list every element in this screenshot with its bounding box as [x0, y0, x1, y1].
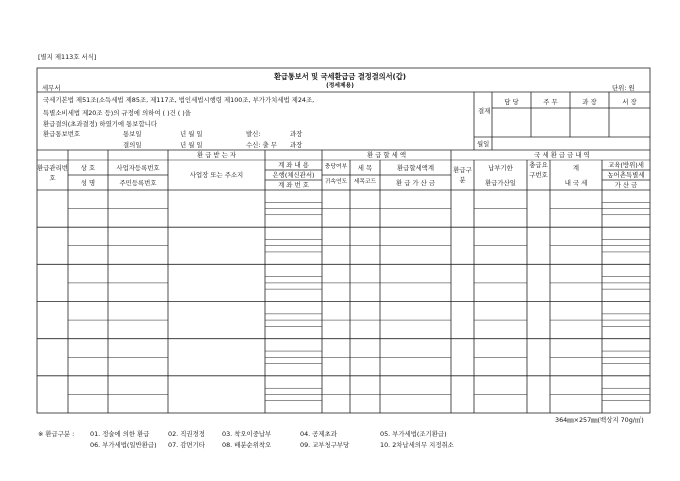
- paper-size: 364㎜×257㎜(백상지 70g/㎡): [555, 416, 644, 424]
- notice-date-label: 통보일: [123, 130, 142, 138]
- col-resident-no: 주민등록번호: [119, 179, 157, 187]
- approval-col: 서 장: [622, 98, 637, 106]
- section-refund-detail: 국 세 환 급 금 내 역: [534, 151, 590, 159]
- col-name: 성 명: [80, 179, 96, 187]
- intro-line: 특별소비세법 제20조 등)의 규정에 의하여 ( )건 ( )을: [43, 109, 191, 117]
- form-title: 환급통보서 및 국세환급금 결정결의서(갑): [273, 72, 407, 81]
- legend-item: 08. 배분순위착오: [222, 441, 272, 449]
- col-tax-item: 세 목: [357, 164, 373, 172]
- approval-date-label: 월일: [477, 140, 490, 148]
- unit-label: 단위: 원: [612, 84, 635, 92]
- form-subtitle: (정세제용): [326, 83, 354, 89]
- col-bank: 은행(체신관서): [272, 171, 315, 179]
- col-refund-type: 환급구분: [453, 166, 472, 184]
- approval-col: 주 무: [543, 98, 558, 106]
- col-addition: 가 산 금: [614, 181, 638, 189]
- col-rural-tax: 농어촌특별세: [607, 171, 645, 179]
- approval-label: 결재: [478, 107, 491, 115]
- approval-col: 담 당: [504, 98, 519, 106]
- section-refund-amount: 환 급 할 세 액: [367, 151, 406, 159]
- legend-item: 09. 교부청구부당: [300, 441, 350, 449]
- legend-label: ※ 환급구분 :: [38, 430, 75, 438]
- notice-recv-label: 수신: 출 무: [246, 141, 277, 149]
- legend-item: 03. 착오이중납부: [222, 430, 272, 438]
- legend-item: 04. 공제초과: [300, 430, 337, 438]
- form-number: [별지 제113호 서식]: [38, 53, 97, 61]
- notice-date-ymd: 년 월 일: [180, 130, 203, 138]
- col-internal-tax: 내 국 세: [564, 179, 588, 187]
- legend-item: 01. 정술에 의한 환급: [90, 430, 150, 438]
- section-recipient: 환 급 받 는 자: [197, 151, 236, 159]
- notice-send-label: 발신:: [246, 130, 261, 138]
- notice-no-label: 환급통보번호: [43, 130, 81, 138]
- col-refund-tax-total: 환급할세액계: [396, 164, 435, 172]
- col-tax-code: 세목코드: [353, 179, 377, 185]
- decision-date-label: 결의일: [123, 141, 142, 149]
- approval-col: 과 장: [582, 98, 597, 106]
- col-deemed-due: 충당여부: [324, 164, 348, 170]
- col-trade-name: 상 호: [80, 164, 96, 172]
- decision-date-ymd: 년 월 일: [180, 141, 203, 149]
- col-account-no: 계 좌 번 호: [278, 181, 309, 189]
- col-request-no: 충급요구번호: [529, 161, 548, 179]
- tax-office-label: 세무서: [42, 84, 61, 92]
- col-payment-period: 납부기한: [488, 164, 513, 172]
- col-biz-reg-no: 사업자등록번호: [116, 164, 160, 172]
- col-address: 사업장 또는 주소지: [189, 171, 244, 179]
- legend-item: 02. 직권경정: [168, 430, 205, 438]
- notice-send-dept: 과장: [290, 130, 303, 138]
- intro-line: 국세기본법 제51조(소득세법 제85조, 제117조, 법인세법시행령 제100조, 부가가치세법 제24조,: [43, 96, 315, 104]
- intro-line: 환급결의(초과결정) 하였기에 통보합니다: [43, 120, 157, 128]
- col-account-info: 계 좌 내 용: [278, 161, 309, 169]
- col-education-tax: 교육(방위)세: [608, 161, 644, 169]
- col-mgmt-no: 환급관리번호: [37, 164, 68, 182]
- col-refund-addition: 환 급 가 산 금: [396, 179, 435, 187]
- col-refund-date: 환급가산일: [485, 179, 516, 187]
- notice-recv-dept: 과장: [290, 141, 303, 149]
- legend-item: 10. 2차납세의무 지정취소: [380, 441, 454, 449]
- legend-item: 05. 부가세법(조기환급): [380, 430, 447, 438]
- legend-item: 06. 부가세법(일반환급): [90, 441, 157, 449]
- col-total: 계: [572, 164, 580, 172]
- col-year: 귀속연도: [324, 179, 348, 185]
- legend-item: 07. 감면기타: [168, 441, 205, 449]
